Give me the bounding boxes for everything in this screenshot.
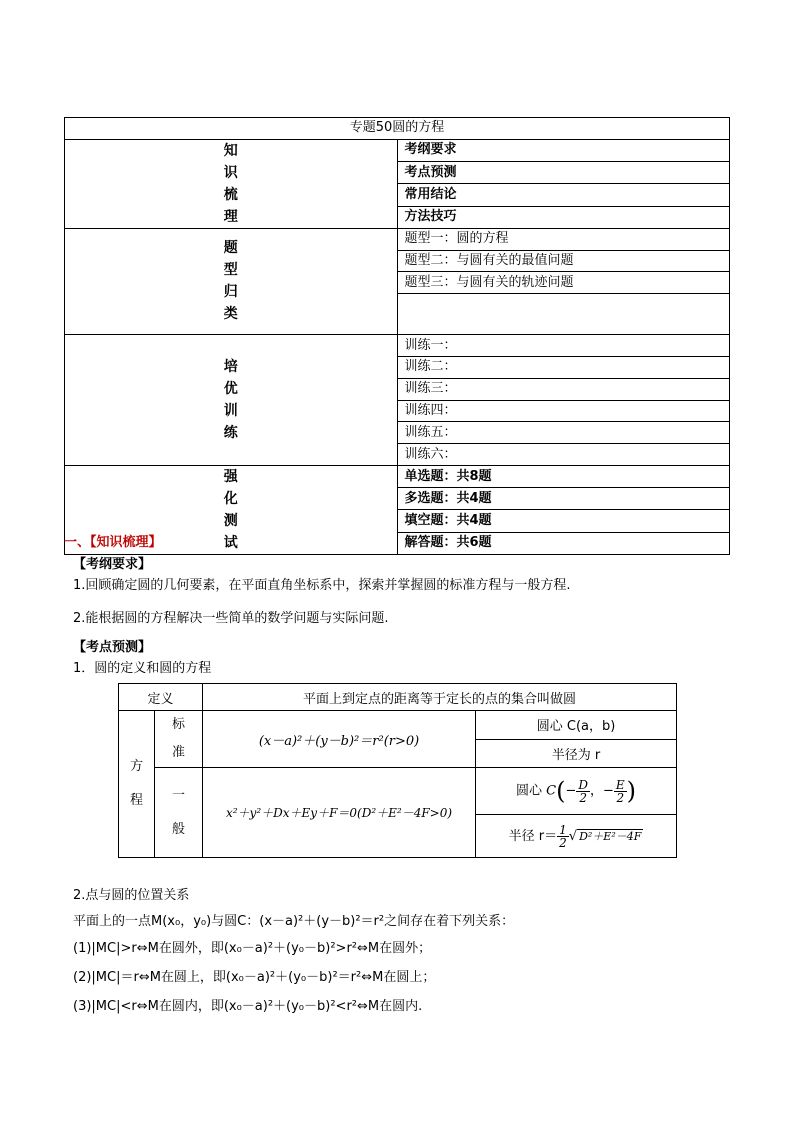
general-radius: 半径 r＝ $\frac{1}{2}$ √ D²＋E²－4F: [476, 815, 677, 858]
general-center: 圆心 C(− $\frac{D}{2}$ ，− $\frac{E}{2}$ ): [476, 768, 677, 815]
prediction-1: 1．圆的定义和圆的方程: [73, 661, 212, 676]
definition-text: 平面上到定点的距离等于定长的点的集合叫做圆: [203, 684, 677, 711]
outline-item: 考点预测: [397, 162, 730, 184]
standard-radius: 半径为 r: [476, 739, 677, 768]
outline-table: [64, 117, 730, 555]
general-label: 一 般: [155, 768, 203, 858]
requirement-2: 2.能根据圆的方程解决一些简单的数学问题与实际问题.: [73, 611, 389, 626]
requirements-heading: 【考纲要求】: [73, 557, 152, 572]
outline-item: 训练三：: [397, 378, 730, 400]
outline-item: 单选题：共8题: [397, 465, 730, 487]
relation-inside: (3)|MC|<r⇔M在圆内，即(x₀－a)²＋(y₀－b)²<r²⇔M在圆内.: [73, 999, 423, 1014]
outline-item: 题型三：与圆有关的轨迹问题: [397, 272, 730, 294]
prediction-heading: 【考点预测】: [73, 640, 152, 655]
circle-equation-table: [118, 683, 677, 858]
category-knowledge: 知 识 梳 理: [65, 139, 398, 228]
category-question-types: 题 型 归 类: [65, 228, 398, 334]
requirement-1: 1.回顾确定圆的几何要素，在平面直角坐标系中，探索并掌握圆的标准方程与一般方程.: [73, 578, 571, 593]
standard-label: 标 准: [155, 711, 203, 768]
outline-item: 题型二：与圆有关的最值问题: [397, 250, 730, 272]
section-title-knowledge: 一、【知识梳理】: [64, 535, 162, 550]
outline-item: 方法技巧: [397, 206, 730, 228]
category-test: 强 化 测 试: [65, 465, 398, 554]
outline-item: 多选题：共4题: [397, 488, 730, 510]
outline-item: 训练五：: [397, 422, 730, 444]
equation-label: 方 程: [119, 711, 155, 858]
definition-label: 定义: [119, 684, 203, 711]
outline-item: 常用结论: [397, 184, 730, 206]
outline-item: 训练六：: [397, 444, 730, 466]
standard-center: 圆心 C(a，b): [476, 711, 677, 740]
outline-title: 专题50圆的方程: [65, 118, 730, 140]
outline-item: [397, 294, 730, 335]
relation-on: (2)|MC|＝r⇔M在圆上，即(x₀－a)²＋(y₀－b)²＝r²⇔M在圆上；: [73, 970, 436, 985]
outline-item: 训练一：: [397, 335, 730, 357]
standard-equation: (x－a)²＋(y－b)²＝r²(r>0): [203, 711, 476, 768]
position-relation-intro: 平面上的一点M(x₀，y₀)与圆C：(x－a)²＋(y－b)²＝r²之间存在着下列关系：: [73, 914, 515, 929]
category-training: 培 优 训 练: [65, 335, 398, 466]
outline-item: 考纲要求: [397, 139, 730, 161]
outline-item: 训练四：: [397, 400, 730, 422]
general-equation: x²＋y²＋Dx＋Ey＋F＝0(D²＋E²－4F>0): [203, 768, 476, 858]
outline-item: 题型一：圆的方程: [397, 228, 730, 250]
relation-outside: (1)|MC|>r⇔M在圆外，即(x₀－a)²＋(y₀－b)²>r²⇔M在圆外；: [73, 941, 432, 956]
outline-item: 训练二：: [397, 356, 730, 378]
outline-item: 填空题：共4题: [397, 510, 730, 532]
position-relation-title: 2.点与圆的位置关系: [73, 888, 190, 903]
outline-item: 解答题：共6题: [397, 532, 730, 554]
